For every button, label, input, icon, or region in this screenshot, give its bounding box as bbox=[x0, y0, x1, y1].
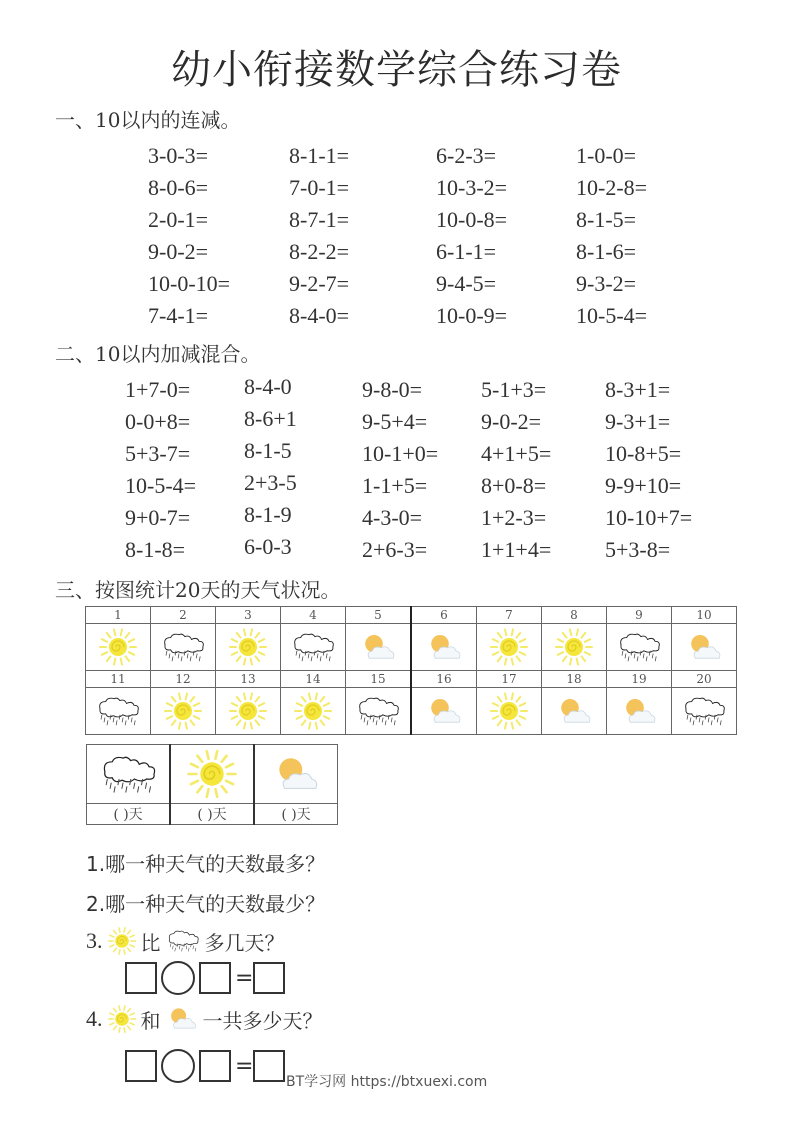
sunny-icon bbox=[477, 688, 542, 735]
math-problem: 8-4-0 bbox=[244, 374, 292, 399]
sunny-icon bbox=[542, 624, 607, 671]
answer-equation-3 bbox=[125, 961, 285, 995]
cloudy-icon bbox=[254, 745, 338, 804]
result-box[interactable] bbox=[253, 962, 285, 994]
day-number: 11 bbox=[86, 671, 151, 688]
section-2-heading: 二、10以内加减混合。 bbox=[55, 342, 261, 366]
cloudy-icon bbox=[672, 624, 737, 671]
answer-box[interactable] bbox=[199, 962, 231, 994]
math-problem: 10-0-10= bbox=[148, 271, 231, 296]
math-problem: 8-0-6= bbox=[148, 175, 209, 200]
rain-icon bbox=[672, 688, 737, 735]
result-box[interactable] bbox=[253, 1050, 285, 1082]
problem-row bbox=[125, 502, 725, 534]
cloudy-icon bbox=[542, 688, 607, 735]
rain-icon bbox=[607, 624, 672, 671]
question-4-text: 一共多少天？ bbox=[202, 1008, 323, 1033]
sunny-icon bbox=[281, 688, 346, 735]
day-number: 1 bbox=[86, 607, 151, 624]
math-problem: 2-0-1= bbox=[148, 207, 209, 232]
math-problem: 9-3-2= bbox=[576, 271, 637, 296]
cloudy-icon bbox=[411, 624, 477, 671]
answer-equation-4 bbox=[125, 1049, 285, 1083]
day-number: 16 bbox=[411, 671, 477, 688]
math-problem: 2+3-5 bbox=[244, 470, 297, 495]
math-problem: 10-1+0= bbox=[362, 441, 439, 466]
math-problem: 8-2-2= bbox=[289, 239, 350, 264]
question-2: 2.哪一种天气的天数最少？ bbox=[86, 892, 326, 916]
rain-icon bbox=[346, 688, 412, 735]
sunny-icon bbox=[216, 624, 281, 671]
problem-row bbox=[148, 236, 696, 268]
tally-count-blank[interactable]: ( )天 bbox=[254, 804, 338, 825]
math-problem: 10-5-4= bbox=[576, 303, 648, 328]
math-problem: 9-2-7= bbox=[289, 271, 350, 296]
day-number: 15 bbox=[346, 671, 412, 688]
problem-row bbox=[125, 438, 725, 470]
section-1-heading: 一、10以内的连减。 bbox=[55, 108, 241, 132]
math-problem: 3-0-3= bbox=[148, 143, 209, 168]
math-problem: 8-4-0= bbox=[289, 303, 350, 328]
math-problem: 10-3-2= bbox=[436, 175, 508, 200]
math-problem: 4+1+5= bbox=[481, 441, 552, 466]
day-number: 12 bbox=[151, 671, 216, 688]
math-problem: 8-1-9 bbox=[244, 502, 292, 527]
math-problem: 10-2-8= bbox=[576, 175, 648, 200]
weather-calendar-table bbox=[85, 606, 737, 735]
math-problem: 1-0-0= bbox=[576, 143, 637, 168]
math-problem: 9-0-2= bbox=[148, 239, 209, 264]
day-number: 13 bbox=[216, 671, 281, 688]
math-problem: 7-0-1= bbox=[289, 175, 350, 200]
question-1: 1.哪一种天气的天数最多？ bbox=[86, 852, 326, 876]
day-number: 9 bbox=[607, 607, 672, 624]
day-number: 20 bbox=[672, 671, 737, 688]
math-problem: 7-4-1= bbox=[148, 303, 209, 328]
math-problem: 8-7-1= bbox=[289, 207, 350, 232]
math-problem: 9+0-7= bbox=[125, 505, 191, 530]
answer-box[interactable] bbox=[125, 962, 157, 994]
question-3-compare: 比 bbox=[140, 930, 161, 955]
day-number: 19 bbox=[607, 671, 672, 688]
day-number: 17 bbox=[477, 671, 542, 688]
question-4 bbox=[86, 1004, 323, 1034]
operator-circle[interactable] bbox=[161, 961, 195, 995]
math-problem: 5+3-8= bbox=[605, 537, 671, 562]
sunny-icon bbox=[86, 624, 151, 671]
math-problem: 2+6-3= bbox=[362, 537, 428, 562]
mixed-grid bbox=[125, 374, 725, 566]
math-problem: 8-1-1= bbox=[289, 143, 350, 168]
question-4-and: 和 bbox=[140, 1008, 161, 1033]
math-problem: 8-1-5 bbox=[244, 438, 292, 463]
cloudy-icon bbox=[165, 1005, 199, 1032]
math-problem: 5-1+3= bbox=[481, 377, 547, 402]
question-3-number: 3. bbox=[86, 928, 103, 953]
question-3 bbox=[86, 926, 285, 956]
math-problem: 9-5+4= bbox=[362, 409, 428, 434]
math-problem: 10-8+5= bbox=[605, 441, 682, 466]
day-number: 6 bbox=[411, 607, 477, 624]
subtraction-grid bbox=[148, 140, 696, 332]
math-problem: 8-3+1= bbox=[605, 377, 671, 402]
problem-row bbox=[125, 534, 725, 566]
math-problem: 5+3-7= bbox=[125, 441, 191, 466]
sunny-icon bbox=[107, 1004, 137, 1034]
rain-icon bbox=[165, 928, 201, 954]
equals-sign: = bbox=[235, 965, 254, 991]
day-number: 2 bbox=[151, 607, 216, 624]
math-problem: 10-5-4= bbox=[125, 473, 197, 498]
equals-sign: = bbox=[235, 1053, 254, 1079]
math-problem: 10-10+7= bbox=[605, 505, 693, 530]
math-problem: 8-1-6= bbox=[576, 239, 637, 264]
rain-icon bbox=[281, 624, 346, 671]
day-number: 5 bbox=[346, 607, 412, 624]
math-problem: 0-0+8= bbox=[125, 409, 191, 434]
math-problem: 1+2-3= bbox=[481, 505, 547, 530]
problem-row bbox=[148, 300, 696, 332]
day-number: 4 bbox=[281, 607, 346, 624]
day-number: 14 bbox=[281, 671, 346, 688]
math-problem: 9-9+10= bbox=[605, 473, 682, 498]
day-number: 3 bbox=[216, 607, 281, 624]
math-problem: 8-1-5= bbox=[576, 207, 637, 232]
problem-row bbox=[125, 406, 725, 438]
sunny-icon bbox=[170, 745, 254, 804]
day-number: 10 bbox=[672, 607, 737, 624]
rain-icon bbox=[86, 688, 151, 735]
math-problem: 1+7-0= bbox=[125, 377, 191, 402]
day-number: 7 bbox=[477, 607, 542, 624]
problem-row bbox=[148, 140, 696, 172]
math-problem: 9-3+1= bbox=[605, 409, 671, 434]
math-problem: 8-6+1 bbox=[244, 406, 297, 431]
sunny-icon bbox=[477, 624, 542, 671]
cloudy-icon bbox=[346, 624, 412, 671]
tally-count-blank[interactable]: ( )天 bbox=[87, 804, 171, 825]
math-problem: 6-0-3 bbox=[244, 534, 292, 559]
cloudy-icon bbox=[607, 688, 672, 735]
math-problem: 10-0-8= bbox=[436, 207, 508, 232]
rain-icon bbox=[87, 745, 171, 804]
math-problem: 9-4-5= bbox=[436, 271, 497, 296]
problem-row bbox=[148, 172, 696, 204]
sunny-icon bbox=[151, 688, 216, 735]
math-problem: 1-1+5= bbox=[362, 473, 428, 498]
math-problem: 6-2-3= bbox=[436, 143, 497, 168]
rain-icon bbox=[151, 624, 216, 671]
math-problem: 9-8-0= bbox=[362, 377, 423, 402]
page-title: 幼小衔接数学综合练习卷 bbox=[171, 47, 622, 93]
math-problem: 8-1-8= bbox=[125, 537, 186, 562]
sunny-icon bbox=[216, 688, 281, 735]
day-number: 8 bbox=[542, 607, 607, 624]
question-4-number: 4. bbox=[86, 1006, 103, 1031]
answer-box[interactable] bbox=[125, 1050, 157, 1082]
question-3-text: 多几天？ bbox=[204, 930, 285, 955]
math-problem: 4-3-0= bbox=[362, 505, 423, 530]
sunny-icon bbox=[107, 926, 137, 956]
operator-circle[interactable] bbox=[161, 1049, 195, 1083]
answer-box[interactable] bbox=[199, 1050, 231, 1082]
watermark: BT学习网 https://btxuexi.com bbox=[286, 1074, 488, 1090]
math-problem: 9-0-2= bbox=[481, 409, 542, 434]
problem-row bbox=[148, 204, 696, 236]
math-problem: 6-1-1= bbox=[436, 239, 497, 264]
day-number: 18 bbox=[542, 671, 607, 688]
problem-row bbox=[125, 470, 725, 502]
math-problem: 10-0-9= bbox=[436, 303, 508, 328]
problem-row bbox=[125, 374, 725, 406]
problem-row bbox=[148, 268, 696, 300]
tally-count-blank[interactable]: ( )天 bbox=[170, 804, 254, 825]
section-3-heading: 三、按图统计20天的天气状况。 bbox=[55, 578, 341, 602]
math-problem: 1+1+4= bbox=[481, 537, 552, 562]
weather-tally-table bbox=[86, 744, 338, 825]
math-problem: 8+0-8= bbox=[481, 473, 547, 498]
cloudy-icon bbox=[411, 688, 477, 735]
